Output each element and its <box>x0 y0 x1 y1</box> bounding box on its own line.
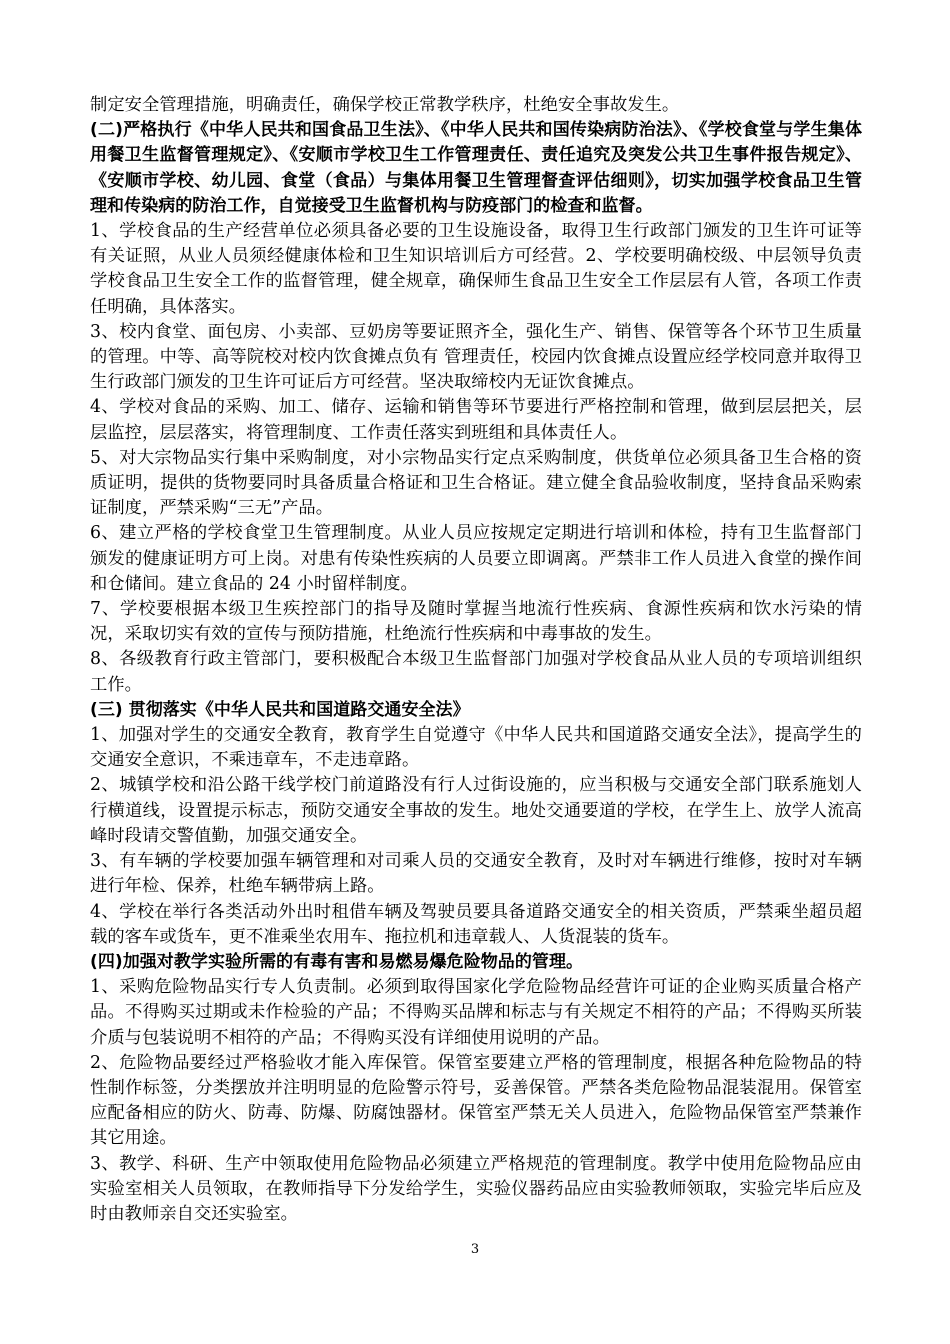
paragraph: 3、有车辆的学校要加强车辆管理和对司乘人员的交通安全教育，及时对车辆进行维修，按时对车辆进行年检、保养，杜绝车辆带病上路。 <box>90 851 862 897</box>
paragraph: 7、学校要根据本级卫生疾控部门的指导及随时掌握当地流行性疾病、食源性疾病和饮水污染的情况，采取切实有效的宣传与预防措施，杜绝流行性疾病和中毒事故的发生。 <box>90 599 862 645</box>
paragraph: 4、学校对食品的采购、加工、储存、运输和销售等环节要进行严格控制和管理，做到层层把关，层层监控，层层落实，将管理制度、工作责任落实到班组和具体责任人。 <box>90 397 862 443</box>
paragraph: 5、对大宗物品实行集中采购制度，对小宗物品实行定点采购制度，供货单位必须具备卫生合格的资质证明，提供的货物要同时具备质量合格证和卫生合格证。建立健全食品验收制度，坚持食品采购索证制度，严禁采购“三无”产品。 <box>90 447 862 519</box>
paragraph: 3、校内食堂、面包房、小卖部、豆奶房等要证照齐全，强化生产、销售、保管等各个环节卫生质量的管理。中等、高等院校对校内饮食摊点负有 管理责任，校园内饮食摊点设置应经学校同意并取得卫生行政部门颁发的卫生许可证后方可经营。坚决取缔校内无证饮食摊点。 <box>90 321 862 393</box>
paragraph: 1、学校食品的生产经营单位必须具备必要的卫生设施设备，取得卫生行政部门颁发的卫生许可证等有关证照，从业人员须经健康体检和卫生知识培训后方可经营。2、学校要明确校级、中层领导负责学校食品卫生安全工作的监督管理，健全规章，确保师生食品卫生安全工作层层有人管，各项工作责任明确，具体落实。 <box>90 221 862 317</box>
paragraph: 1、加强对学生的交通安全教育，教育学生自觉遵守《中华人民共和国道路交通安全法》，提高学生的交通安全意识，不乘违章车，不走违章路。 <box>90 725 862 771</box>
paragraph: 1、采购危险物品实行专人负责制。必须到取得国家化学危险物品经营许可证的企业购买质量合格产品。不得购买过期或未作检验的产品；不得购买品牌和标志与有关规定不相符的产品；不得购买所装介质与包装说明不相符的产品；不得购买没有详细使用说明的产品。 <box>90 977 862 1048</box>
paragraph: 2、城镇学校和沿公路干线学校门前道路没有行人过街设施的，应当积极与交通安全部门联系施划人行横道线，设置提示标志，预防交通安全事故的发生。地处交通要道的学校，在学生上、放学人流高峰时段请交警值勤，加强交通安全。 <box>90 775 862 846</box>
section-heading-4: (四)加强对教学实验所需的有毒有害和易燃易爆危险物品的管理。 <box>90 951 584 972</box>
paragraph: 2、危险物品要经过严格验收才能入库保管。保管室要建立严格的管理制度，根据各种危险物品的特性制作标签，分类摆放并注明明显的危险警示符号，妥善保管。严禁各类危险物品混装混用。保管室应配备相应的防火、防毒、防爆、防腐蚀器材。保管室严禁无关人员进入，危险物品保管室严禁兼作其它用途。 <box>90 1052 862 1149</box>
section-heading-3: (三) 贯彻落实《中华人民共和国道路交通安全法》 <box>90 699 470 720</box>
paragraph: 4、学校在举行各类活动外出时租借车辆及驾驶员要具备道路交通安全的相关资质，严禁乘坐超员超载的客车或货车，更不准乘坐农用车、拖拉机和违章载人、人货混装的货车。 <box>90 901 862 947</box>
paragraph: 3、教学、科研、生产中领取使用危险物品必须建立严格规范的管理制度。教学中使用危险物品应由实验室相关人员领取，在教师指导下分发给学生，实验仪器药品应由实验教师领取，实验完毕后应及时由教师亲自交还实验室。 <box>90 1153 862 1224</box>
document-page <box>90 93 862 1227</box>
page-number: 3 <box>470 1242 480 1257</box>
section-heading-2: (二)严格执行《中华人民共和国食品卫生法》、《中华人民共和国传染病防治法》、《学校食堂与学生集体用餐卫生监督管理规定》、《安顺市学校卫生工作管理责任、责任追究及突发公共卫生事件报告规定》、《安顺市学校、幼儿园、食堂（食品）与集体用餐卫生管理督查评估细则》，切实加强学校食品卫生管理和传染病的防治工作，自觉接受卫生监督机构与防疫部门的检查和监督。 <box>90 120 862 216</box>
paragraph: 制定安全管理措施，明确责任，确保学校正常教学秩序，杜绝安全事故发生。 <box>90 95 680 115</box>
paragraph: 6、建立严格的学校食堂卫生管理制度。从业人员应按规定定期进行培训和体检，持有卫生监督部门颁发的健康证明方可上岗。对患有传染性疾病的人员要立即调离。严禁非工作人员进入食堂的操作间和仓储间。建立食品的 24 小时留样制度。 <box>90 523 862 594</box>
paragraph: 8、各级教育行政主管部门，要积极配合本级卫生监督部门加强对学校食品从业人员的专项培训组织工作。 <box>90 649 862 695</box>
